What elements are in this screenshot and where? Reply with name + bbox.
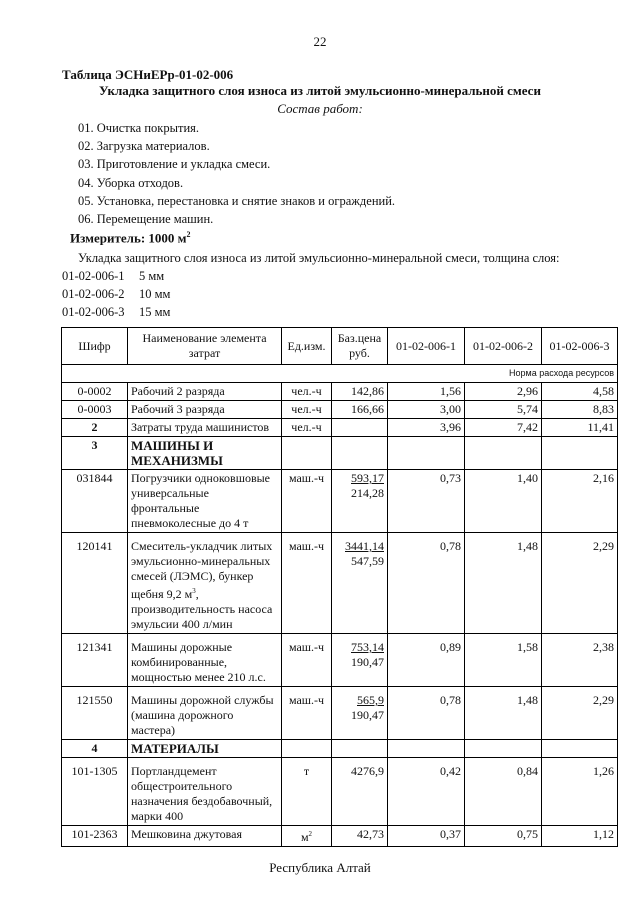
table-row <box>62 533 618 634</box>
work-item: 02. Загрузка материалов. <box>78 139 210 153</box>
norm-label: Норма расхода ресурсов <box>62 365 618 383</box>
work-item: 05. Установка, перестановка и снятие знаков и ограждений. <box>78 194 396 208</box>
row-value-3: 2,29 <box>542 687 618 740</box>
row-unit: чел.-ч <box>282 401 332 419</box>
row-code: 101-2363 <box>62 826 128 847</box>
work-item: 04. Уборка отходов. <box>78 176 184 190</box>
row-price: 42,73 <box>332 826 388 847</box>
row-code: 2 <box>62 419 128 437</box>
row-price <box>332 470 388 533</box>
variant-row <box>62 287 170 302</box>
variant-row <box>62 269 164 284</box>
unit-text: м <box>300 830 309 844</box>
header-variant-1: 01-02-006-1 <box>388 328 465 365</box>
table-row <box>62 419 618 437</box>
measure-sup: 2 <box>186 230 191 239</box>
work-item: 03. Приготовление и укладка смеси. <box>78 157 271 171</box>
measure-unit <box>70 230 191 246</box>
work-item: 06. Перемещение машин. <box>78 212 214 226</box>
row-name: Портландцемент общестроительного назначения бездобавочный, марки 400 <box>128 758 282 826</box>
empty-cell <box>465 437 542 470</box>
row-value-2: 0,75 <box>465 826 542 847</box>
section-row <box>62 437 618 470</box>
row-value-1: 0,78 <box>388 533 465 634</box>
table-row <box>62 826 618 847</box>
row-value-3: 1,26 <box>542 758 618 826</box>
price-bottom: 190,47 <box>351 708 384 722</box>
table-header-row <box>62 328 618 365</box>
row-value-1: 3,96 <box>388 419 465 437</box>
work-item: 01. Очистка покрытия. <box>78 121 200 135</box>
row-code: 121550 <box>62 687 128 740</box>
row-code: 0-0002 <box>62 383 128 401</box>
variant-code: 01-02-006-3 <box>62 305 125 319</box>
row-name: Затраты труда машинистов <box>128 419 282 437</box>
table-row <box>62 634 618 687</box>
row-value-2: 1,58 <box>465 634 542 687</box>
empty-cell <box>388 740 465 758</box>
row-value-1: 0,73 <box>388 470 465 533</box>
empty-cell <box>332 740 388 758</box>
row-value-1: 0,89 <box>388 634 465 687</box>
header-variant-2: 01-02-006-2 <box>465 328 542 365</box>
price-bottom: 190,47 <box>351 655 384 669</box>
header-name: Наименование элемента затрат <box>128 328 282 365</box>
row-name-tail: , производительность насоса эмульсии 400 л/мин <box>131 587 273 631</box>
row-unit: чел.-ч <box>282 383 332 401</box>
empty-cell <box>465 740 542 758</box>
variant-row <box>62 305 170 320</box>
unit-sup: 2 <box>308 830 313 838</box>
row-value-2: 1,48 <box>465 687 542 740</box>
page-number: 22 <box>313 34 327 49</box>
row-value-1: 0,37 <box>388 826 465 847</box>
row-value-3: 2,38 <box>542 634 618 687</box>
row-value-1: 0,78 <box>388 687 465 740</box>
row-price <box>332 533 388 634</box>
row-name: Рабочий 2 разряда <box>128 383 282 401</box>
row-value-3: 11,41 <box>542 419 618 437</box>
row-value-2: 2,96 <box>465 383 542 401</box>
row-value-2: 7,42 <box>465 419 542 437</box>
row-value-3: 8,83 <box>542 401 618 419</box>
empty-cell <box>332 437 388 470</box>
price-bottom: 214,28 <box>351 486 384 500</box>
header-variant-3: 01-02-006-3 <box>542 328 618 365</box>
row-unit: маш.-ч <box>282 533 332 634</box>
empty-cell <box>282 437 332 470</box>
empty-cell <box>542 740 618 758</box>
row-price <box>332 687 388 740</box>
row-value-2: 5,74 <box>465 401 542 419</box>
price-bottom: 547,59 <box>351 554 384 568</box>
norm-label-row <box>62 365 618 383</box>
table-row <box>62 687 618 740</box>
row-name: Машины дорожные комбинированные, мощностью менее 210 л.с. <box>128 634 282 687</box>
row-value-3: 2,29 <box>542 533 618 634</box>
section-code: 3 <box>62 437 128 470</box>
price-top: 593,17 <box>351 471 384 485</box>
row-unit <box>282 826 332 847</box>
description: Укладка защитного слоя износа из литой эмульсионно-минеральной смеси, толщина слоя: <box>78 251 560 265</box>
row-value-1: 0,42 <box>388 758 465 826</box>
row-code: 101-1305 <box>62 758 128 826</box>
row-code: 120141 <box>62 533 128 634</box>
measure-label: Измеритель: 1000 м <box>70 230 187 246</box>
row-value-1: 3,00 <box>388 401 465 419</box>
row-code: 121341 <box>62 634 128 687</box>
variant-value: 5 мм <box>139 269 165 283</box>
row-price <box>332 419 388 437</box>
row-unit: маш.-ч <box>282 634 332 687</box>
price-top: 565,9 <box>357 693 384 707</box>
empty-cell <box>282 740 332 758</box>
section-code: 4 <box>62 740 128 758</box>
row-price: 4276,9 <box>332 758 388 826</box>
row-name <box>128 533 282 634</box>
header-unit: Ед.изм. <box>282 328 332 365</box>
section-title: МАШИНЫ И МЕХАНИЗМЫ <box>128 437 282 470</box>
header-price: Баз.цена руб. <box>332 328 388 365</box>
variant-code: 01-02-006-2 <box>62 287 125 301</box>
section-row <box>62 740 618 758</box>
row-unit: т <box>282 758 332 826</box>
table-title: Таблица ЭСНиЕРр-01-02-006 <box>62 67 234 82</box>
empty-cell <box>542 437 618 470</box>
row-name: Машины дорожной службы (машина дорожного мастера) <box>128 687 282 740</box>
work-heading: Состав работ: <box>277 101 363 116</box>
row-name: Мешковина джутовая <box>128 826 282 847</box>
price-top: 3441,14 <box>345 539 384 553</box>
row-unit: маш.-ч <box>282 470 332 533</box>
variant-value: 15 мм <box>139 305 171 319</box>
variant-code: 01-02-006-1 <box>62 269 125 283</box>
row-unit: чел.-ч <box>282 419 332 437</box>
resource-table <box>61 327 618 847</box>
subtitle: Укладка защитного слоя износа из литой эмульсионно-минеральной смеси <box>99 83 541 98</box>
price-top: 753,14 <box>351 640 384 654</box>
section-title: МАТЕРИАЛЫ <box>128 740 282 758</box>
row-name: Рабочий 3 разряда <box>128 401 282 419</box>
row-price <box>332 634 388 687</box>
row-name: Погрузчики одноковшовые универсальные фронтальные пневмоколесные до 4 т <box>128 470 282 533</box>
row-value-3: 4,58 <box>542 383 618 401</box>
header-code: Шифр <box>62 328 128 365</box>
row-value-2: 1,48 <box>465 533 542 634</box>
table-row <box>62 383 618 401</box>
footer: Республика Алтай <box>269 860 371 875</box>
table-row <box>62 401 618 419</box>
row-value-1: 1,56 <box>388 383 465 401</box>
row-value-3: 2,16 <box>542 470 618 533</box>
empty-cell <box>388 437 465 470</box>
row-value-3: 1,12 <box>542 826 618 847</box>
row-price: 166,66 <box>332 401 388 419</box>
row-name-text: Смеситель-укладчик литых эмульсионно-минеральных смесей (ЛЭМС), бункер щебня 9,2 м <box>131 539 273 601</box>
table-row <box>62 470 618 533</box>
row-unit: маш.-ч <box>282 687 332 740</box>
row-price: 142,86 <box>332 383 388 401</box>
row-code: 031844 <box>62 470 128 533</box>
table-row <box>62 758 618 826</box>
row-value-2: 1,40 <box>465 470 542 533</box>
row-code: 0-0003 <box>62 401 128 419</box>
row-value-2: 0,84 <box>465 758 542 826</box>
variant-value: 10 мм <box>139 287 171 301</box>
row-name-sup: 3 <box>192 587 196 595</box>
